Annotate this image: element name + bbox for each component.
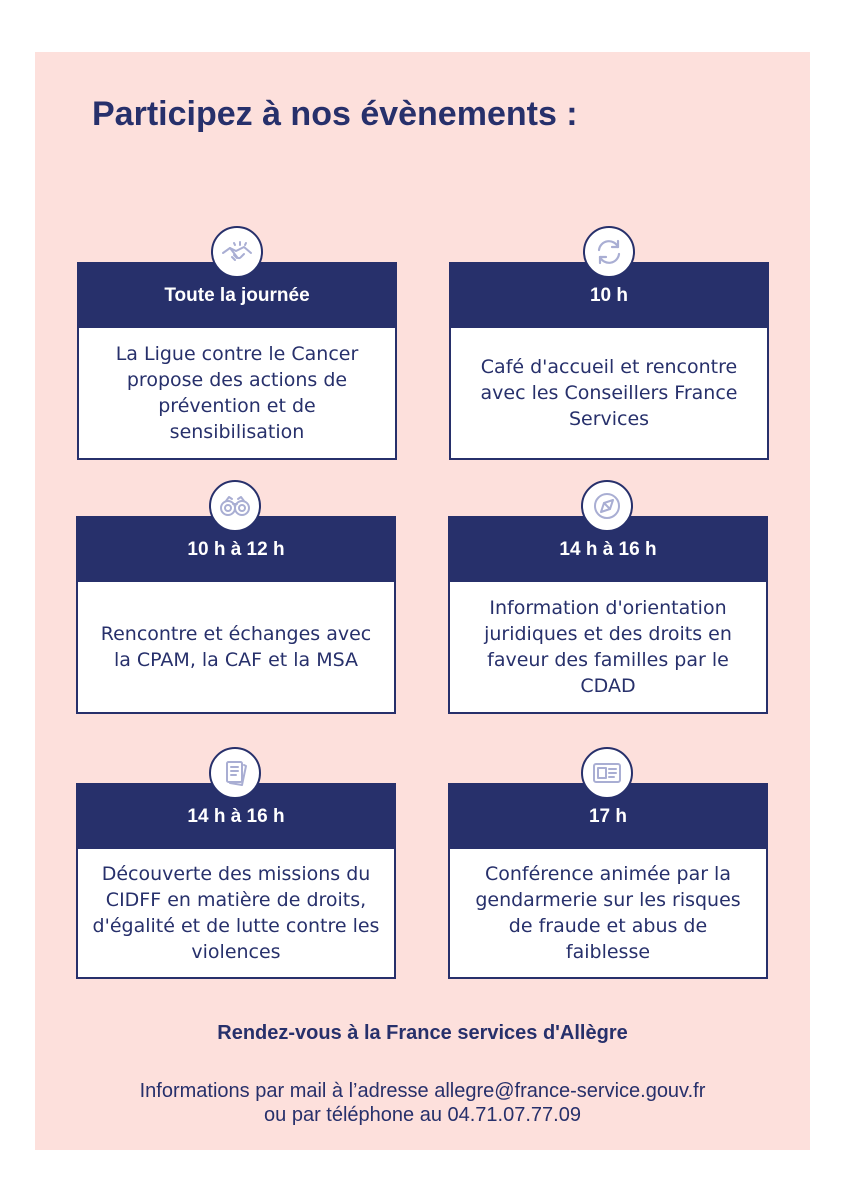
event-description: La Ligue contre le Cancer propose des actions de prévention et de sensibilisation — [115, 343, 359, 443]
event-description: Café d'accueil et rencontre avec les Conseillers France Services — [480, 356, 738, 430]
event-time: 14 h à 16 h — [450, 518, 766, 582]
event-time: 17 h — [450, 785, 766, 849]
event-card — [76, 783, 396, 979]
venue-text: Rendez-vous à la France services d'Allègre — [217, 1022, 628, 1044]
binoculars-icon — [209, 480, 261, 532]
event-description: Découverte des missions du CIDFF en matière de droits, d'égalité et de lutte contre les violences — [92, 863, 380, 963]
event-card — [448, 516, 768, 714]
id-card-icon — [581, 747, 633, 799]
page-title: Participez à nos évènements : — [92, 95, 578, 133]
event-description: Conférence animée par la gendarmerie sur les risques de fraude et abus de faiblesse — [475, 863, 741, 963]
event-card — [448, 783, 768, 979]
documents-icon — [209, 747, 261, 799]
event-card — [449, 262, 769, 460]
refresh-icon — [583, 226, 635, 278]
event-card — [77, 262, 397, 460]
event-time: 14 h à 16 h — [78, 785, 394, 849]
event-card — [76, 516, 396, 714]
handshake-icon — [211, 226, 263, 278]
event-description: Rencontre et échanges avec la CPAM, la CAF et la MSA — [100, 623, 372, 671]
event-time: 10 h — [451, 264, 767, 328]
compass-icon — [581, 480, 633, 532]
event-time: Toute la journée — [79, 264, 395, 328]
event-time: 10 h à 12 h — [78, 518, 394, 582]
contact-email-line: Informations par mail à l’adresse allegre@france-service.gouv.fr — [139, 1080, 706, 1102]
contact-phone-line: ou par téléphone au 04.71.07.77.09 — [264, 1104, 581, 1126]
event-description: Information d'orientation juridiques et des droits en faveur des familles par le CDAD — [484, 597, 732, 697]
